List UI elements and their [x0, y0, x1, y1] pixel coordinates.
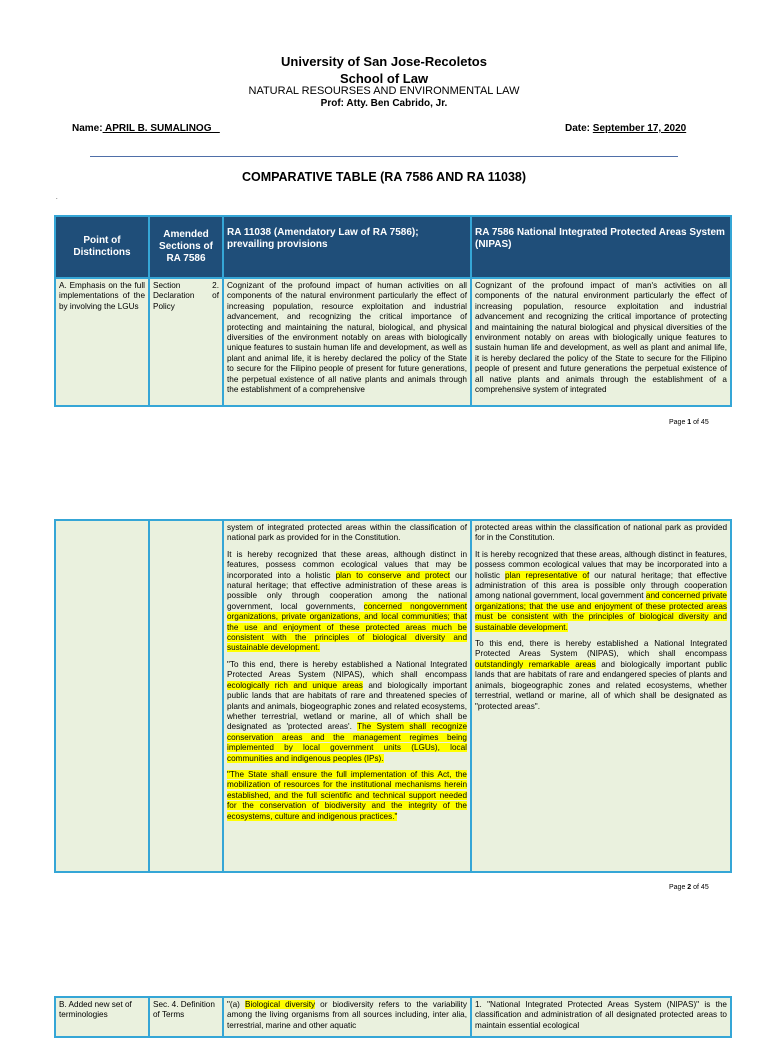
- row-b-ra11038-text: "(a) Biological diversity or biodiversity refers to the variability among the living organisms from all sources including, inter alia, terrestrial, marine and other aquatic: [223, 997, 471, 1037]
- page-footer-2: Page 2 of 45: [669, 884, 709, 891]
- comparison-table-page-1: [54, 215, 732, 407]
- header-point-of-distinctions: Point of Distinctions: [55, 216, 149, 278]
- name-value: APRIL B. SUMALINOG: [102, 123, 220, 134]
- comparison-table-page-3: [54, 996, 732, 1038]
- date-line: [565, 123, 686, 134]
- school-name: School of Law: [339, 71, 429, 86]
- highlight: plan to conserve and protect: [335, 570, 451, 580]
- table-header-row: [55, 216, 731, 278]
- stray-mark: .: [56, 195, 58, 201]
- date-label: Date:: [565, 123, 591, 134]
- table-row: [55, 520, 731, 872]
- highlight: Biological diversity: [244, 1000, 316, 1009]
- page-footer-1: Page 1 of 45: [669, 419, 709, 426]
- table-row: [55, 997, 731, 1037]
- empty-point-cell: [55, 520, 149, 872]
- professor-line: Prof: Atty. Ben Cabrido, Jr.: [320, 98, 448, 109]
- row-b-section: Sec. 4. Definition of Terms: [149, 997, 223, 1037]
- highlight: concerned nongovernment organizations, private organizations, and local communities; that the use and enjoyment of these protected areas much be consistent with the principles of biological diversity and sustainable development.: [227, 601, 467, 653]
- header-amended-sections: Amended Sections of RA 7586: [149, 216, 223, 278]
- highlight: The System shall recognize conservation areas and the management regimes being implemented by local government units (LGUs), local communities and indigenous peoples (IPs).: [227, 722, 467, 763]
- row-a-ra11038-text: Cognizant of the profound impact of human activities on all components of the natural environment particularly the effect of increasing population, resource exploitation and industrial advancement, and recognizing the critical importance of protecting and maintaining the natural, biological, and physical diversities of the environment notably on areas with biologically unique features to sustain human life and development, as well as plant and animal life, it is hereby declared the policy of the State to secure for the Filipino people of present for future generations, the perpetual existence of all native plants and animals through the establishment of a comprehensive: [223, 278, 471, 406]
- table-row: [55, 278, 731, 406]
- row-b-ra7586-text: 1. "National Integrated Protected Areas System (NIPAS)" is the classification and administration of all designated protected areas to maintain essential ecological: [471, 997, 731, 1037]
- highlight: ecologically rich and unique areas: [227, 680, 363, 690]
- row-a-section: Section 2. Declaration of Policy: [149, 278, 223, 406]
- row-a-point: A. Emphasis on the full implementations of the by involving the LGUs: [55, 278, 149, 406]
- comparison-table-page-2: [54, 519, 732, 873]
- row-a-ra7586-text: Cognizant of the profound impact of man's activities on all components of the natural environment particularly the effect of increasing population, resource exploitation and industrial advancement and recognizing the critical importance of protecting and maintaining the natural biological and physical diversities of the environment notably on areas with biologically unique features to sustain human life and development, as well as plant and animal life, it is hereby declared the policy of the State to secure for the Filipino people of present and future generations the perpetual existence of all native plants and animals through the establishment of a comprehensive system of integrated: [471, 278, 731, 406]
- empty-section-cell: [149, 520, 223, 872]
- highlight: "The State shall ensure the full implementation of this Act, the mobilization of resources for the institutional mechanisms herein established, and the full scientific and technical support needed for the conservation of biodiversity and the integrity of the ecosystems, culture and indigenous practices.": [227, 769, 467, 821]
- header-divider: [90, 156, 678, 157]
- highlight: outstandingly remarkable areas: [475, 659, 596, 669]
- row-b-point: B. Added new set of terminologies: [55, 997, 149, 1037]
- header-ra-11038: RA 11038 (Amendatory Law of RA 7586); prevailing provisions: [223, 216, 471, 278]
- highlight: and concerned private organizations; that the use and enjoyment of these protected areas must be consistent with the principles of biological diversity and sustainable development.: [475, 591, 727, 632]
- header-ra-7586: RA 7586 National Integrated Protected Areas System (NIPAS): [471, 216, 731, 278]
- subject-title: NATURAL RESOURSES AND ENVIRONMENTAL LAW: [248, 85, 520, 97]
- name-label: Name:: [72, 123, 103, 134]
- university-name: University of San Jose-Recoletos: [281, 54, 487, 69]
- student-name-line: [72, 123, 220, 134]
- highlight: plan representative of: [505, 570, 590, 580]
- document-title: COMPARATIVE TABLE (RA 7586 AND RA 11038): [241, 170, 527, 184]
- date-value: September 17, 2020: [592, 123, 687, 134]
- row-a-ra7586-continued: protected areas within the classification of national park as provided for in the Constitution. It is hereby recognized that these areas, although distinct in features, possess common ecological values that may be incorporated into a holistic plan representative of our natural heritage; that effective administration of this area is possible only through cooperation among national government, local government and concerned private organizations; that the use and enjoyment of these protected areas must be consistent with the principles of biological diversity and sustainable development. To this end, there is hereby established a National Integrated Protected Areas System (NIPAS), which shall encompass outstandingly remarkable areas and biologically important public lands that are habitats of rare and endangered species of plants and animals, biogeographic zones and related ecosystems, whether terrestrial, wetland or marine, all of which shall be designated as "protected areas".: [471, 520, 731, 872]
- row-a-ra11038-continued: system of integrated protected areas within the classification of national park as provided for in the Constitution. It is hereby recognized that these areas, although distinct in features, possess common ecological values that may be incorporated into a holistic plan to conserve and protect our natural heritage; that effective administration of these areas is possible only through cooperation among the national government, local governments, concerned nongovernment organizations, private organizations, and local communities; that the use and enjoyment of these protected areas much be consistent with the principles of biological diversity and sustainable development. "To this end, there is hereby established a National Integrated Protected Areas System (NIPAS), which shall encompass ecologically rich and unique areas and biologically important public lands that are habitats of rare and threatened species of plants and animals, biogeographic zones and related ecosystems, whether terrestrial, wetland or marine, all of which shall be designated as 'protected areas'. The System shall recognize conservation areas and the management regimes being implemented by local government units (LGUs), local communities and indigenous peoples (IPs). "The State shall ensure the full implementation of this Act, the mobilization of resources for the institutional mechanisms herein established, and the full scientific and technical support needed for the conservation of biodiversity and the integrity of the ecosystems, culture and indigenous practices.": [223, 520, 471, 872]
